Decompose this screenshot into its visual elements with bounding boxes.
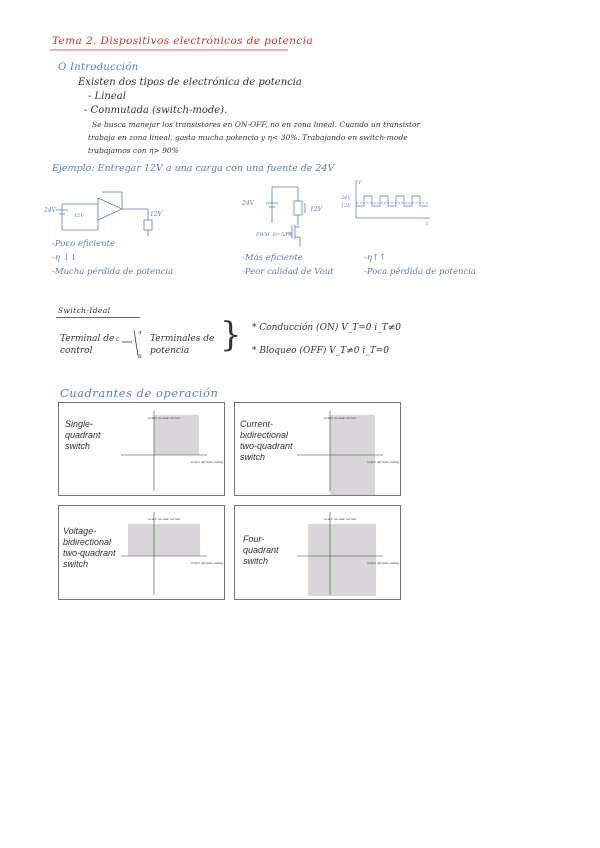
c1-v-out: 12V [150,211,162,218]
linear-circuit-diagram [42,190,172,246]
desc-line-3: trabajamos con η> 90% [88,146,179,155]
col2-item-1: -Más eficiente [242,253,303,263]
quadrant-label: Four- quadrant switch [243,534,279,566]
switch-ideal-underline [56,316,142,319]
desc-line-2: trabaja en zona lineal, gasta mucha potencia y η< 30%. Trabajando en switch-mode [88,133,408,142]
graph-t-axis: t [426,221,429,227]
switch-symbol [116,326,150,362]
col3-item-1: -η↑↑ [364,253,387,263]
x-axis-label: switch off-state voltage [191,561,224,565]
item-linear: - Lineal [88,91,126,102]
graph-24v: 24V [341,195,351,201]
quadrant-label: Voltage- bidirectional two-quadrant switch [63,526,116,569]
terminal-control-label: Terminal de control [60,334,115,356]
col3-item-2: -Poca pérdida de potencia [364,267,476,277]
terminales-potencia-label: Terminales de potencia [150,334,215,356]
c1-v-source: 24V [44,207,56,214]
intro-line: Existen dos tipos de electrónica de potencia [78,77,302,88]
x-axis-label: switch off-state voltage [367,460,400,464]
conduccion-line: * Conducción (ON) V_T=0 i_T≠0 [252,323,401,333]
quadrant-label: Current- bidirectional two-quadrant switch [240,419,293,462]
switch-c: c [116,336,120,343]
c2-v-source: 24V [242,200,254,207]
graph-v-axis: V [358,180,362,186]
switch-b: B [138,354,142,360]
col2-item-2: -Peor calidad de Vout [242,267,334,277]
four-quadrant-box [234,505,401,600]
col1-item-1: -Poco eficiente [52,239,116,249]
bloqueo-line: * Bloqueo (OFF) V_T≠0 i_T=0 [252,346,389,356]
operating-region [308,524,376,596]
page-title: Tema 2. Dispositivos electrónicos de potencia [52,35,314,47]
single-quadrant-box [58,402,225,496]
example-heading: Ejemplo: Entregar 12V a una carga con una fuente de 24V [52,163,335,174]
y-axis-label: switch on-state current [324,416,357,420]
switch-ideal-heading: Switch-Ideal [58,306,111,315]
curly-brace: } [220,315,242,355]
current-bidirectional-box [234,402,401,496]
operating-region [128,524,200,556]
c2-pwm-label: PWM, D=50% [256,232,293,238]
y-axis-label: switch on-state current [324,517,357,521]
desc-line-1: Se busca manejar los transistores en ON-OFF, no en zona lineal. Cuando un transistor [92,120,421,129]
operating-region [154,415,199,455]
col1-item-2: -η ↓↓ [52,253,77,263]
x-axis-label: switch off-state voltage [191,460,224,464]
switch-circuit-diagram [240,183,335,253]
item-switch-mode: - Conmutada (switch-mode). [84,105,228,116]
y-axis-label: switch on-state current [148,416,181,420]
col1-item-3: -Mucha pérdida de potencia [52,267,174,277]
quadrants-heading: Cuadrantes de operación [60,386,219,400]
title-underline [50,48,290,52]
quadrant-label: Single- quadrant switch [65,419,101,451]
c2-v-out: 12V [310,206,322,213]
x-axis-label: switch off-state voltage [367,561,400,565]
intro-heading: O Introducción [58,62,139,73]
c1-v-drop: 12V [74,213,84,219]
y-axis-label: switch on-state current [148,517,181,521]
switch-a: A [138,330,142,336]
pwm-waveform-graph [340,176,436,228]
graph-12v: 12V [341,203,351,209]
voltage-bidirectional-box [58,505,225,600]
